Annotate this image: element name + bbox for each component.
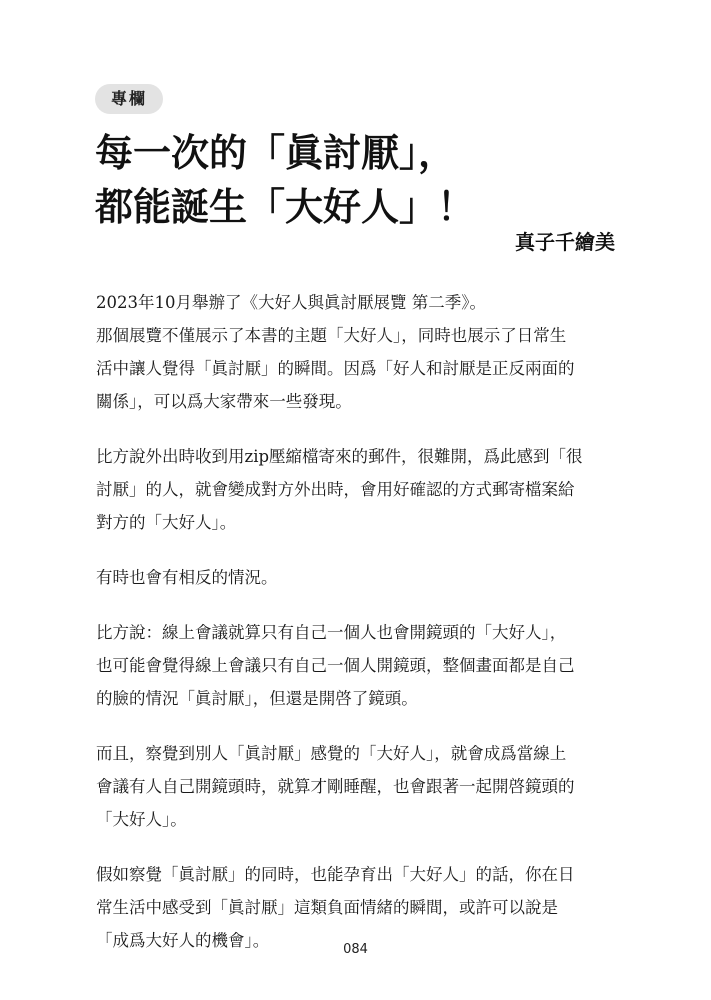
paragraph-line: 對方的「大好人」。 [96,513,237,532]
paragraph-line: 「大好人」。 [96,810,187,829]
title-line-2: 都能誕生「大好人」！ [95,184,476,229]
paragraph-line: 的臉的情況「眞討厭」，但還是開啓了鏡頭。 [96,689,418,708]
column-label-badge: 專欄 [95,84,163,114]
paragraph-line: 討厭」的人，就會變成對方外出時，會用好確認的方式郵寄檔案給 [96,480,575,499]
paragraph-line: 常生活中感受到「眞討厭」這類負面情緒的瞬間，或許可以說是 [96,898,558,917]
paragraph-2 [96,440,616,539]
paragraph-line: 假如察覺「眞討厭」的同時，也能孕育出「大好人」的話，你在日 [96,865,575,884]
paragraph-5 [96,737,616,836]
paragraph-line: 會議有人自己開鏡頭時，就算才剛睡醒，也會跟著一起開啓鏡頭的 [96,777,575,796]
paragraph-line: 比方說：線上會議就算只有自己一個人也會開鏡頭的「大好人」， [96,623,567,642]
title-line-1: 每一次的「眞討厭」， [95,130,457,175]
paragraph-line: 也可能會覺得線上會議只有自己一個人開鏡頭，整個畫面都是自己 [96,656,575,675]
article-body [96,286,616,979]
paragraph-line: 比方說外出時收到用zip壓縮檔寄來的郵件，很難開，爲此感到「很 [96,447,583,466]
paragraph-line: 2023年10月舉辦了《大好人與眞討厭展覽 第二季》。 [96,293,486,312]
paragraph-1 [96,286,616,418]
article-title [95,126,635,234]
author-name: 真子千繪美 [515,230,615,254]
paragraph-line: 活中讓人覺得「眞討厭」的瞬間。因爲「好人和討厭是正反兩面的 [96,359,575,378]
page-number: 084 [343,942,368,957]
paragraph-line: 關係」，可以爲大家帶來一些發現。 [96,392,352,411]
paragraph-line: 而且，察覺到別人「眞討厭」感覺的「大好人」，就會成爲當線上 [96,744,567,763]
paragraph-4 [96,616,616,715]
paragraph-line: 「成爲大好人的機會」。 [96,931,270,950]
paragraph-line: 那個展覽不僅展示了本書的主題「大好人」，同時也展示了日常生 [96,326,567,345]
paragraph-line: 有時也會有相反的情況。 [96,568,278,587]
paragraph-3 [96,561,616,594]
